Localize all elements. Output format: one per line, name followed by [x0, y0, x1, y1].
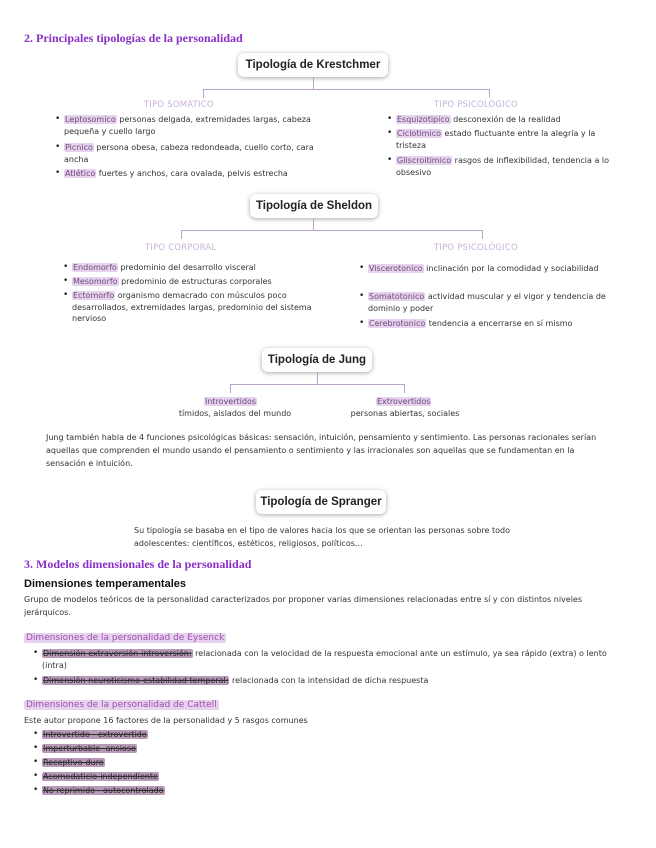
sheldon-connector-left — [181, 230, 182, 239]
term: Ectomorfo — [73, 291, 115, 300]
kretschmer-connector-right — [489, 89, 490, 98]
term: Gliscroitimico — [397, 156, 452, 165]
sheldon-right-label: TIPO PSICOLÓGICO — [434, 243, 518, 253]
list-item: • Introvertido - extrovertido — [33, 729, 147, 739]
jung-right-term: Extrovertidos — [377, 397, 431, 406]
spranger-title: Tipología de Spranger — [256, 490, 386, 514]
term: Viscerotonico — [369, 264, 423, 273]
cattell-title: Dimensiones de la personalidad de Cattell — [26, 700, 217, 710]
dimensiones-title: Dimensiones temperamentales — [24, 578, 187, 590]
sheldon-connector — [181, 230, 482, 231]
list-item: • Picnico persona obesa, cabeza redondeada, cuello corto, cara ancha — [55, 142, 314, 164]
jung-connector — [230, 384, 404, 385]
term: Atlético — [65, 169, 96, 178]
kretschmer-title: Tipología de Krestchmer — [238, 53, 388, 77]
sheldon-connector-right — [482, 230, 483, 239]
term: Somatotonico — [369, 292, 425, 301]
jung-connector-right — [404, 384, 405, 393]
eysenck-title: Dimensiones de la personalidad de Eysenck — [26, 633, 225, 643]
dimensiones-paragraph: Grupo de modelos teóricos de la personalidad caracterizados por proponer varias dimensiones relacionadas entre sí y con distintos niveles jerárquicos. — [24, 595, 583, 617]
sheldon-left-label: TIPO CORPORAL — [145, 243, 217, 253]
list-item: • Dimensión extraversión-introversión: relacionada con la velocidad de la respuesta emocional ante un estímulo, ya sea rápido (extra) o lento (intra) — [33, 648, 607, 670]
term: Cerebrotonico — [369, 319, 426, 328]
term: Endomorfo — [73, 263, 117, 272]
list-item: • Acomodaticio-independiente — [33, 771, 158, 781]
term: Dimensión extraversión-introversión: — [43, 649, 192, 658]
list-item: • Leptosomico personas delgada, extremidades largas, cabeza pequeña y cuello largo — [55, 114, 311, 136]
term: Leptosomico — [65, 115, 116, 124]
sheldon-connector-stem — [313, 218, 314, 230]
sheldon-title: Tipología de Sheldon — [250, 194, 378, 218]
list-item: • Dimensión neuroticismo-estabilidad temporal: relacionada con la intensidad de dicha respuesta — [33, 675, 429, 685]
kretschmer-connector-left — [203, 89, 204, 98]
list-item: • Cerebrotonico tendencia a encerrarse en sí mismo — [359, 318, 573, 328]
list-item: • Endomorfo predominio del desarrollo visceral — [63, 262, 256, 272]
section-2-title: 2. Principales tipologías de la personalidad — [24, 31, 243, 45]
kretschmer-connector — [203, 89, 489, 90]
jung-right-desc: personas abiertas, sociales — [350, 409, 460, 418]
jung-title: Tipología de Jung — [262, 348, 372, 372]
jung-paragraph: Jung también habla de 4 funciones psicológicas básicas: sensación, intuición, pensamiento y sentimiento. Las personas racionales serían aquellas que comprenden el mundo usando el pensamiento o sentimiento y las irracionales son aquellas que se fundamentan en la sensación e intuición. — [46, 433, 597, 468]
spranger-paragraph: Su tipología se basaba en el tipo de valores hacia los que se orientan las personas sobre todo adolescentes: científicos, estéticos, religiosos, políticos… — [134, 526, 510, 548]
term: Dimensión neuroticismo-estabilidad temporal: — [43, 676, 229, 685]
term: Picnico — [65, 143, 93, 152]
jung-left-desc: tímidos, aislados del mundo — [178, 409, 292, 418]
list-item: • Gliscroitimico rasgos de inflexibilidad, tendencia a lo obsesivo — [387, 155, 610, 177]
kretschmer-connector-stem — [313, 77, 314, 89]
list-item: • Imperturbable- ansioso — [33, 743, 136, 753]
list-item: • Mesomorfo predominio de estructuras corporales — [63, 276, 272, 286]
cattell-intro: Este autor propone 16 factores de la personalidad y 5 rasgos comunes — [24, 716, 308, 725]
list-item: • Somatotonico actividad muscular y el vigor y tendencia de dominio y poder — [359, 291, 606, 313]
list-item: • Ectomorfo organismo demacrado con músculos poco desarrollados, extremidades largas, predominio del sistema nervioso — [63, 290, 312, 323]
term: Esquizotipico — [397, 115, 450, 124]
jung-connector-stem — [317, 372, 318, 384]
kretschmer-right-label: TIPO PSICOLÓGICO — [434, 100, 518, 110]
term: Mesomorfo — [73, 277, 118, 286]
section-3-title: 3. Modelos dimensionales de la personalidad — [24, 557, 252, 571]
kretschmer-left-label: TIPO SOMÁTICO — [144, 100, 214, 110]
jung-connector-left — [230, 384, 231, 393]
list-item: • Viscerotonico inclinación por la comodidad y sociabilidad — [359, 263, 599, 273]
jung-left-term: Introvertidos — [205, 397, 257, 406]
list-item: • Atlético fuertes y anchos, cara ovalada, pelvis estrecha — [55, 168, 288, 178]
list-item: • No reprimido - autocontrolado — [33, 785, 164, 795]
list-item: • Receptivo-duro — [33, 757, 104, 767]
list-item: • Ciclotimico estado fluctuante entre la alegría y la tristeza — [387, 128, 596, 150]
term: Ciclotimico — [397, 129, 441, 138]
list-item: • Esquizotipico desconexión de la realidad — [387, 114, 561, 124]
